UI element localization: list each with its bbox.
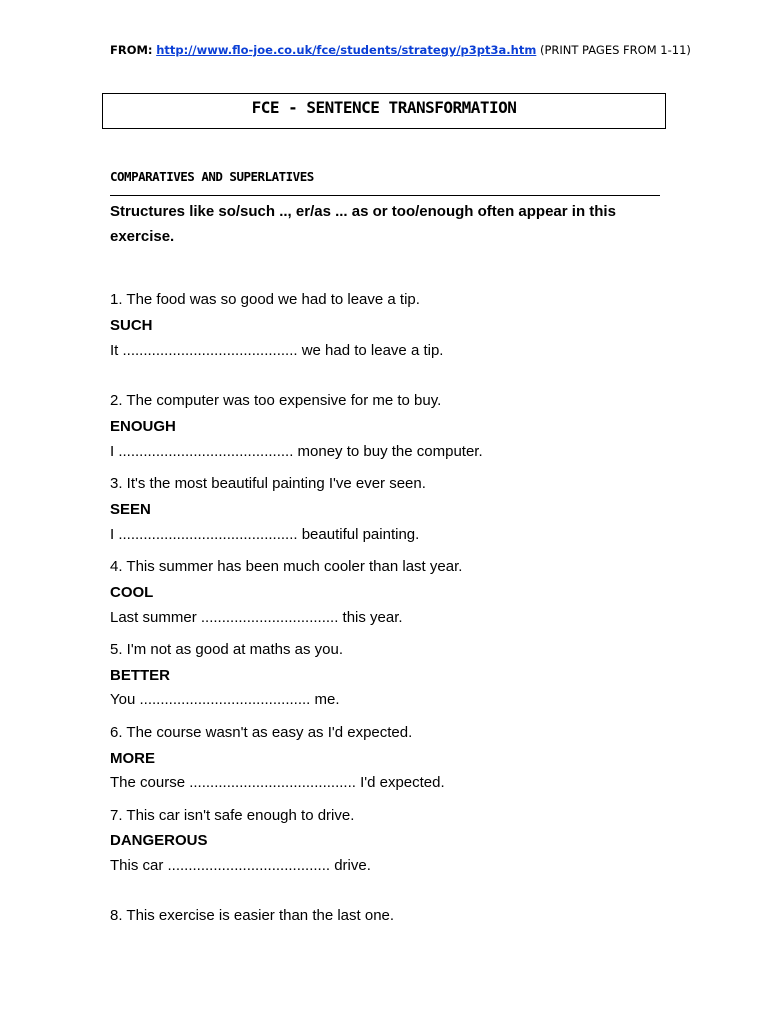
exercise-3-prompt: 3. It's the most beautiful painting I've ever seen. (110, 475, 426, 492)
exercise-5-keyword: BETTER (110, 667, 170, 684)
exercise-6-prompt: 6. The course wasn't as easy as I'd expected. (110, 724, 413, 741)
section-heading: COMPARATIVES AND SUPERLATIVES (110, 169, 314, 184)
exercise-5-prompt: 5. I'm not as good at maths as you. (110, 641, 343, 658)
exercise-4-gap: Last summer ................................. this year. (110, 609, 403, 626)
exercise-4-keyword: COOL (110, 584, 154, 601)
exercise-2-gap: I .......................................... money to buy the computer. (110, 443, 483, 460)
exercise-8-prompt: 8. This exercise is easier than the last one. (110, 907, 395, 924)
exercise-7-prompt: 7. This car isn't safe enough to drive. (110, 807, 355, 824)
source-label: FROM: (110, 43, 153, 57)
exercise-6-gap: The course ........................................ I'd expected. (110, 774, 445, 791)
exercise-1-keyword: SUCH (110, 317, 153, 334)
exercise-1-gap: It .......................................... we had to leave a tip. (110, 342, 444, 359)
exercise-6-keyword: MORE (110, 750, 155, 767)
exercise-7-keyword: DANGEROUS (110, 832, 208, 849)
exercise-1-prompt: 1. The food was so good we had to leave a tip. (110, 291, 420, 308)
exercise-2-keyword: ENOUGH (110, 418, 176, 435)
source-note: (PRINT PAGES FROM 1-11) (539, 43, 691, 57)
exercise-2-prompt: 2. The computer was too expensive for me to buy. (110, 392, 442, 409)
source-link[interactable]: http://www.flo-joe.co.uk/fce/students/strategy/p3pt3a.htm (156, 43, 537, 57)
exercise-4-prompt: 4. This summer has been much cooler than last year. (110, 558, 463, 575)
page-title: FCE - SENTENCE TRANSFORMATION (251, 98, 517, 117)
exercise-3-keyword: SEEN (110, 501, 151, 518)
source-line (110, 43, 691, 57)
exercise-3-gap: I ........................................... beautiful painting. (110, 526, 420, 543)
exercise-5-gap: You ......................................... me. (110, 691, 340, 708)
intro-text: Structures like so/such .., er/as ... as or too/enough often appear in this exercise. (110, 203, 616, 245)
exercise-7-gap: This car ....................................... drive. (110, 857, 371, 874)
title-box (102, 93, 666, 129)
section-divider (110, 195, 660, 196)
